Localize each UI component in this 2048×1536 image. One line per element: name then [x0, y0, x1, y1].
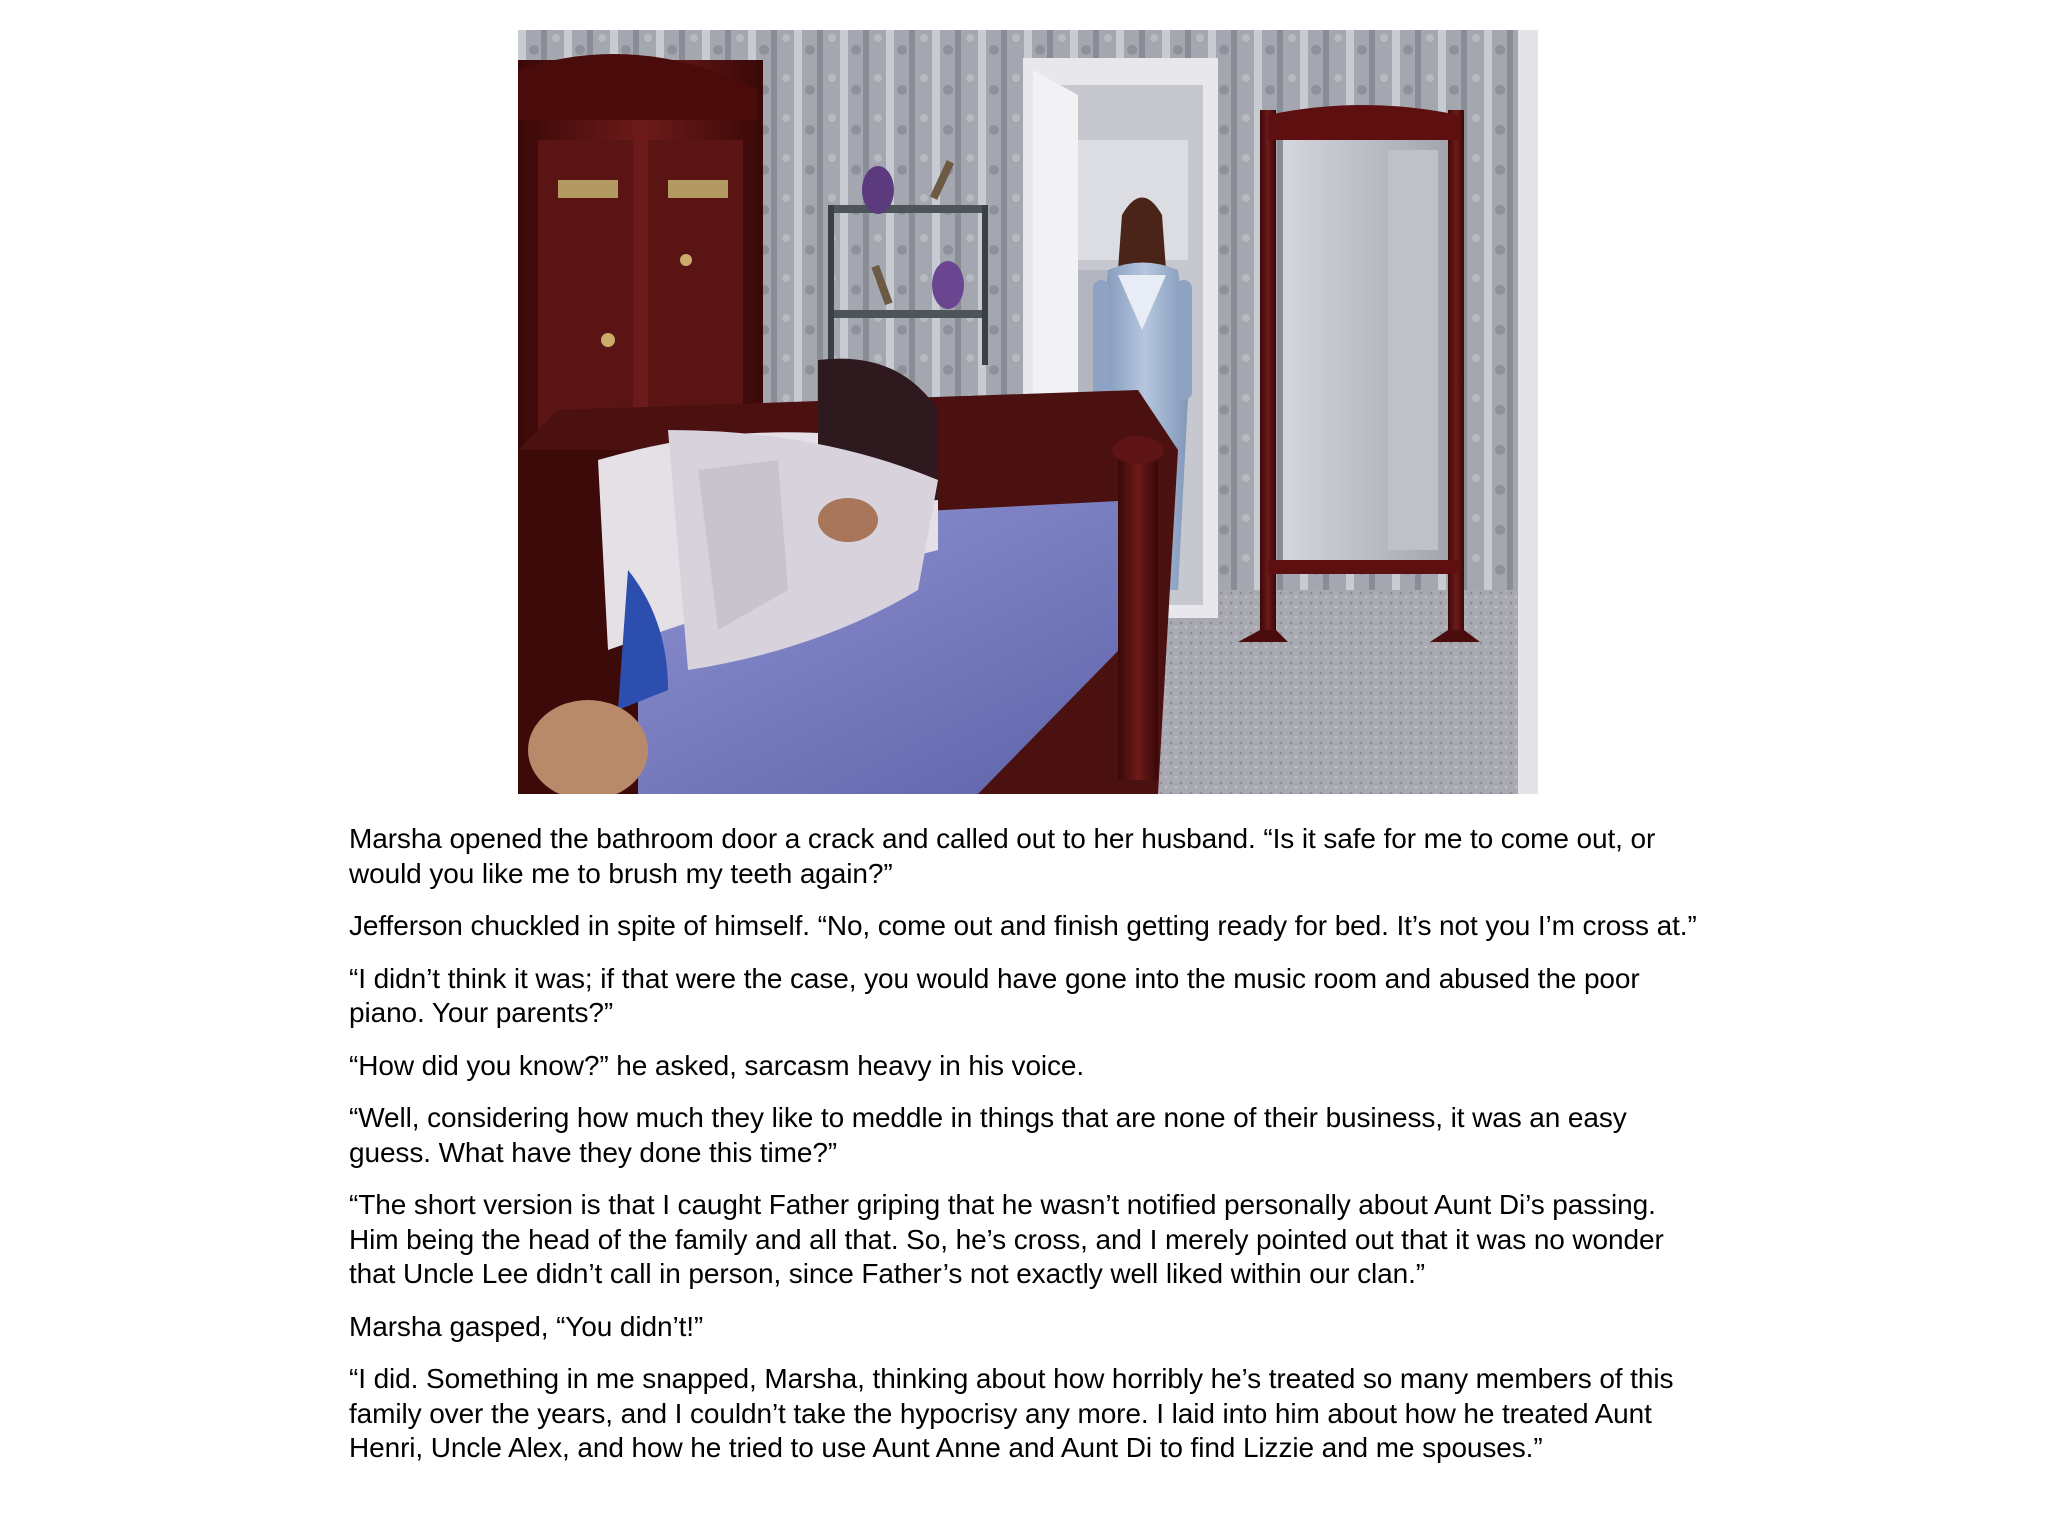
- paragraph-1: Marsha opened the bathroom door a crack and called out to her husband. “Is it safe for me to come out, or would you like me to brush my teeth again?”: [349, 823, 1656, 889]
- paragraph-2: Jefferson chuckled in spite of himself. “No, come out and finish getting ready for bed. It’s not you I’m cross at.”: [349, 910, 1697, 941]
- bedroom-scene-image: [518, 30, 1538, 794]
- paragraph-8: “I did. Something in me snapped, Marsha, thinking about how horribly he’s treated so many members of this family over the years, and I couldn’t take the hypocrisy any more. I laid into him about how he treated Aunt Henri, Uncle Alex, and how he tried to use Aunt Anne and Aunt Di to find Lizzie and me spouses.”: [349, 1363, 1674, 1463]
- paragraph-7: Marsha gasped, “You didn’t!”: [349, 1310, 704, 1342]
- paragraph-6: “The short version is that I caught Father griping that he wasn’t notified personally about Aunt Di’s passing. Him being the head of the family and all that. So, he’s cross, and I merely pointed out that it was no wonder that Uncle Lee didn’t call in person, since Father’s not exactly well liked within our clan.”: [349, 1189, 1664, 1289]
- paragraph-3: “I didn’t think it was; if that were the case, you would have gone into the music room and abused the poor piano. Your parents?”: [349, 962, 1640, 1028]
- paragraph-5: “Well, considering how much they like to meddle in things that are none of their business, it was an easy guess. What have they done this time?”: [349, 1102, 1627, 1168]
- paragraph-4: “How did you know?” he asked, sarcasm heavy in his voice.: [349, 1049, 1085, 1081]
- standing-mirror: [1238, 105, 1480, 642]
- story-text: [349, 822, 1709, 1484]
